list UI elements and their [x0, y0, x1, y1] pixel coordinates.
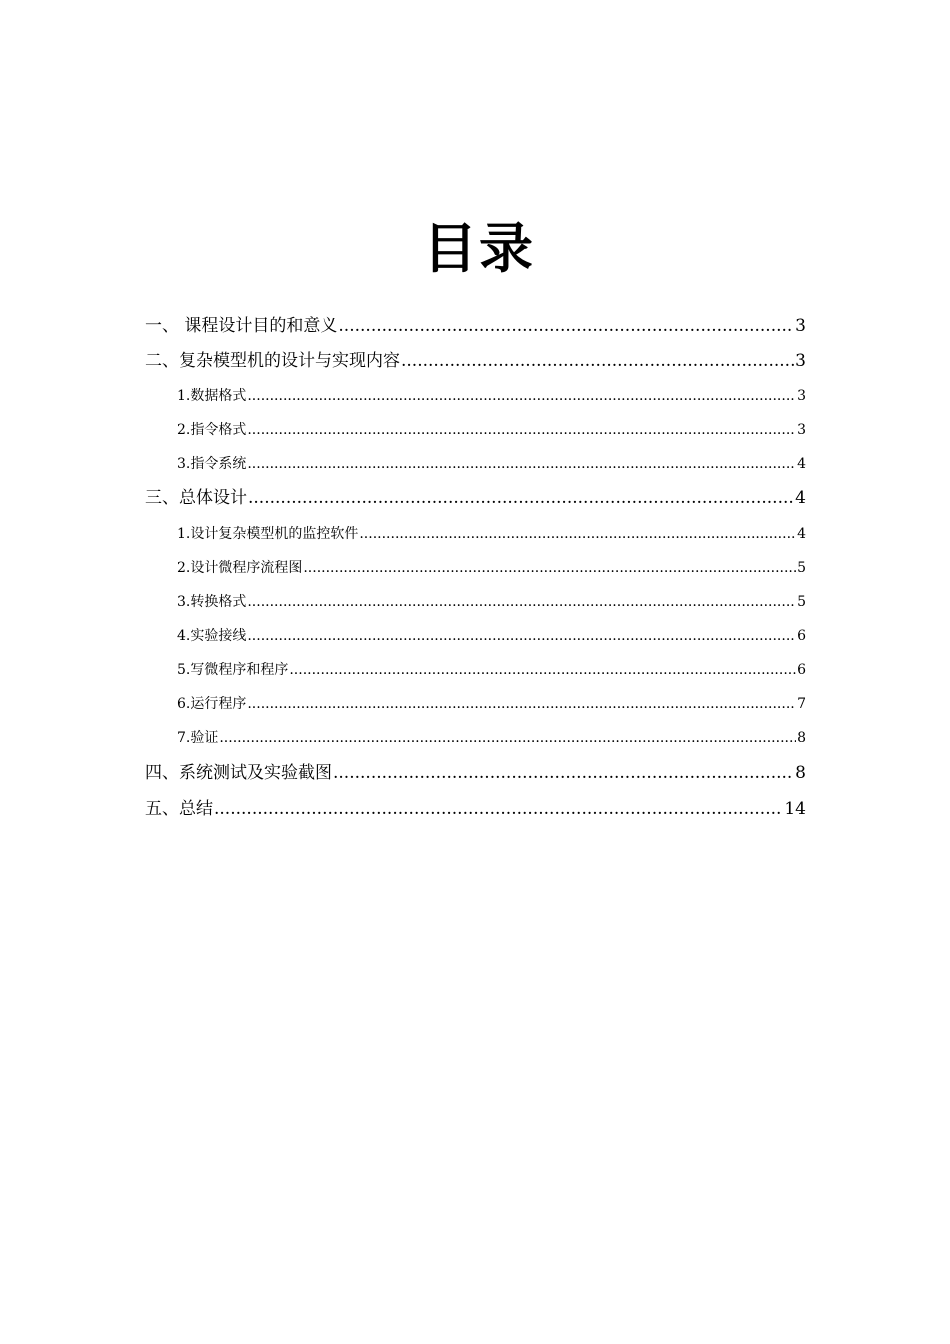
toc-dot-leader [247, 625, 796, 647]
toc-dot-leader [401, 348, 794, 374]
toc-dot-leader [247, 693, 796, 715]
toc-entry[interactable] [177, 557, 806, 579]
toc-page-number: 3 [797, 422, 806, 438]
toc-entry-label: 二、复杂模型机的设计与实现内容 [145, 351, 400, 371]
toc-entry[interactable] [177, 453, 806, 475]
toc-dot-leader [247, 419, 796, 441]
toc-entry-label: 1.数据格式 [177, 388, 247, 404]
toc-page-number: 4 [797, 526, 806, 542]
toc-entry-label: 3.转换格式 [177, 594, 247, 610]
toc-page-number: 6 [797, 662, 806, 678]
toc-entry[interactable] [145, 796, 806, 822]
toc-page-number: 14 [784, 799, 806, 819]
toc-entry-label: 五、总结 [145, 799, 213, 819]
toc-dot-leader [247, 385, 796, 407]
toc-entry-label: 三、总体设计 [145, 488, 247, 508]
toc-entry[interactable] [177, 625, 806, 647]
toc-page-number: 8 [797, 730, 806, 746]
toc-page-number: 3 [795, 316, 806, 336]
toc-page-number: 3 [795, 351, 806, 371]
toc-entry[interactable] [177, 693, 806, 715]
toc-page-number: 4 [797, 456, 806, 472]
toc-dot-leader [219, 727, 796, 749]
toc-dot-leader [248, 485, 794, 511]
toc-entry[interactable] [145, 485, 806, 511]
toc-entry-label: 3.指令系统 [177, 456, 247, 472]
toc-page-number: 5 [797, 560, 806, 576]
toc-entry-label: 4.实验接线 [177, 628, 247, 644]
toc-entry[interactable] [177, 419, 806, 441]
toc-page-number: 4 [795, 488, 806, 508]
toc-entry[interactable] [177, 727, 806, 749]
toc-entry[interactable] [145, 760, 806, 786]
toc-entry-label: 6.运行程序 [177, 696, 247, 712]
toc-dot-leader [214, 796, 783, 822]
toc-entry[interactable] [145, 348, 806, 374]
toc-dot-leader [247, 591, 796, 613]
toc-dot-leader [359, 523, 796, 545]
toc-page-number: 8 [795, 763, 806, 783]
toc-entry-label: 一、 课程设计目的和意义 [145, 316, 338, 336]
toc-dot-leader [338, 313, 794, 339]
toc-entry-label: 2.指令格式 [177, 422, 247, 438]
toc-dot-leader [303, 557, 796, 579]
toc-entry-label: 7.验证 [177, 730, 219, 746]
toc-dot-leader [289, 659, 796, 681]
toc-title: 目录 [423, 216, 535, 280]
toc-dot-leader [333, 760, 794, 786]
toc-entry[interactable] [177, 523, 806, 545]
toc-page-number: 3 [797, 388, 806, 404]
toc-entry[interactable] [145, 313, 806, 339]
toc-entry[interactable] [177, 659, 806, 681]
toc-page-number: 6 [797, 628, 806, 644]
toc-page-number: 7 [797, 696, 806, 712]
toc-entry[interactable] [177, 591, 806, 613]
toc-entry-label: 5.写微程序和程序 [177, 662, 289, 678]
toc-entry-label: 四、系统测试及实验截图 [145, 763, 332, 783]
toc-entry[interactable] [177, 385, 806, 407]
toc-page-number: 5 [797, 594, 806, 610]
toc-entry-label: 2.设计微程序流程图 [177, 560, 303, 576]
toc-dot-leader [247, 453, 796, 475]
toc-entry-label: 1.设计复杂模型机的监控软件 [177, 526, 359, 542]
